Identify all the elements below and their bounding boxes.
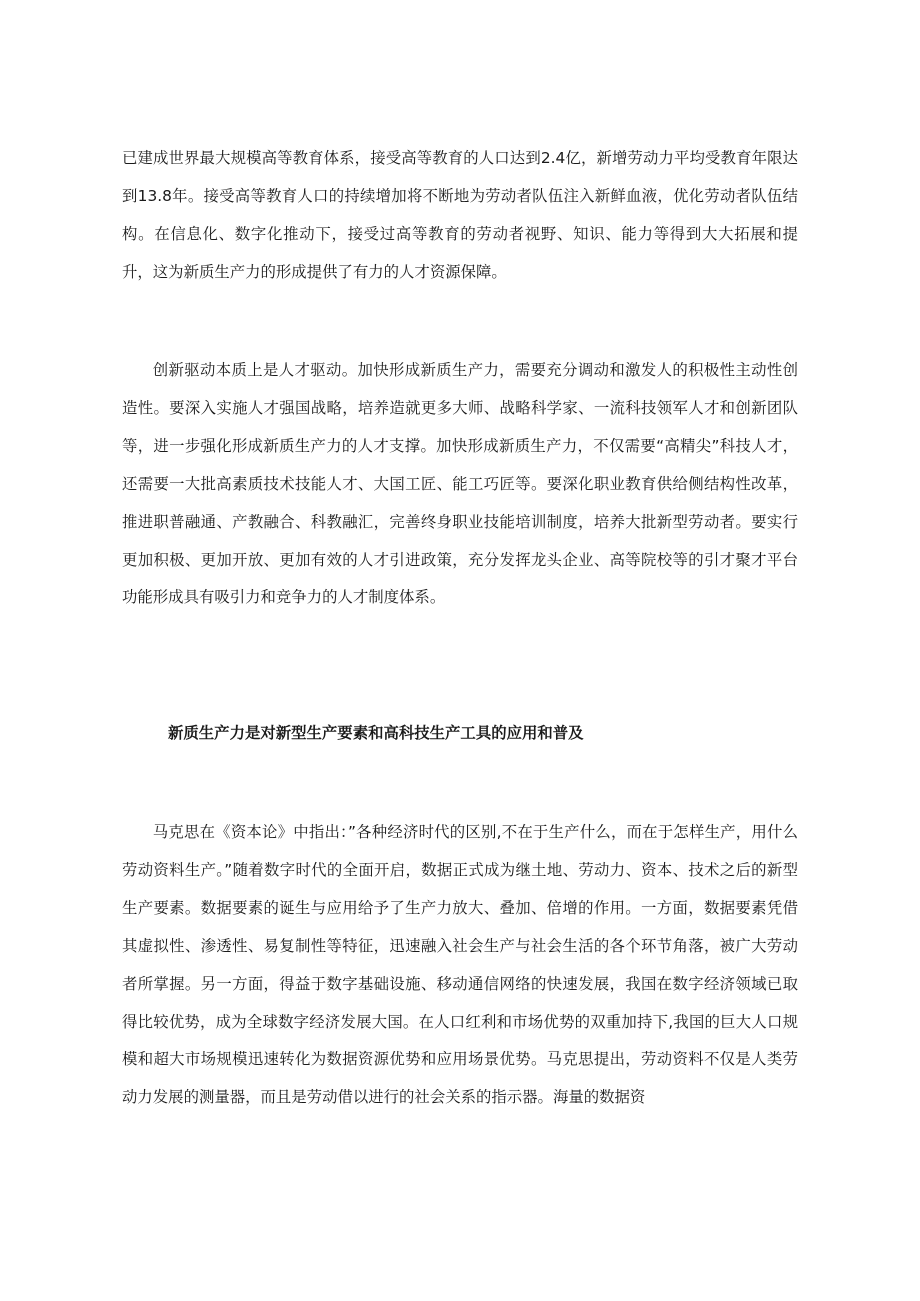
paragraph-data-production-factor: 马克思在《资本论》中指出：”各种经济时代的区别,不在于生产什么，而在于怎样生产，用什么劳动资料生产。”随着数字时代的全面开启，数据正式成为继土地、劳动力、资本、技术之后的新型生产要素。数据要素的诞生与应用给予了生产力放大、叠加、倍增的作用。一方面，数据要素凭借其虚拟性、渗透性、易复制性等特征，迅速融入社会生产与社会生活的各个环节角落，被广大劳动者所掌握。另一方面，得益于数字基础设施、移动通信网络的快速发展，我国在数字经济领域已取得比较优势，成为全球数字经济发展大国。在人口红利和市场优势的双重加持下,我国的巨大人口规模和超大市场规模迅速转化为数据资源优势和应用场景优势。马克思提出，劳动资料不仅是人类劳动力发展的测量器，而且是劳动借以进行的社会关系的指示器。海量的数据资	[122, 823, 798, 1107]
paragraph-higher-education: 已建成世界最大规模高等教育体系，接受高等教育的人口达到2.4亿，新增劳动力平均受教育年限达到13.8年。接受高等教育人口的持续增加将不断地为劳动者队伍注入新鲜血液，优化劳动者队伍结构。在信息化、数字化推动下，接受过高等教育的劳动者视野、知识、能力等得到大大拓展和提升，这为新质生产力的形成提供了有力的人才资源保障。	[122, 149, 798, 281]
paragraph-talent-driven-innovation: 创新驱动本质上是人才驱动。加快形成新质生产力，需要充分调动和激发人的积极性主动性创造性。要深入实施人才强国战略，培养造就更多大师、战略科学家、一流科技领军人才和创新团队等，进一步强化形成新质生产力的人才支撑。加快形成新质生产力，不仅需要“高精尖”科技人才，还需要一大批高素质技术技能人才、大国工匠、能工巧匠等。要深化职业教育供给侧结构性改革，推进职普融通、产教融合、科教融汇，完善终身职业技能培训制度，培养大批新型劳动者。要实行更加积极、更加开放、更加有效的人才引进政策，充分发挥龙头企业、高等院校等的引才聚才平台功能形成具有吸引力和竞争力的人才制度体系。	[122, 361, 798, 607]
section-heading: 新质生产力是对新型生产要素和高科技生产工具的应用和普及	[168, 724, 584, 742]
